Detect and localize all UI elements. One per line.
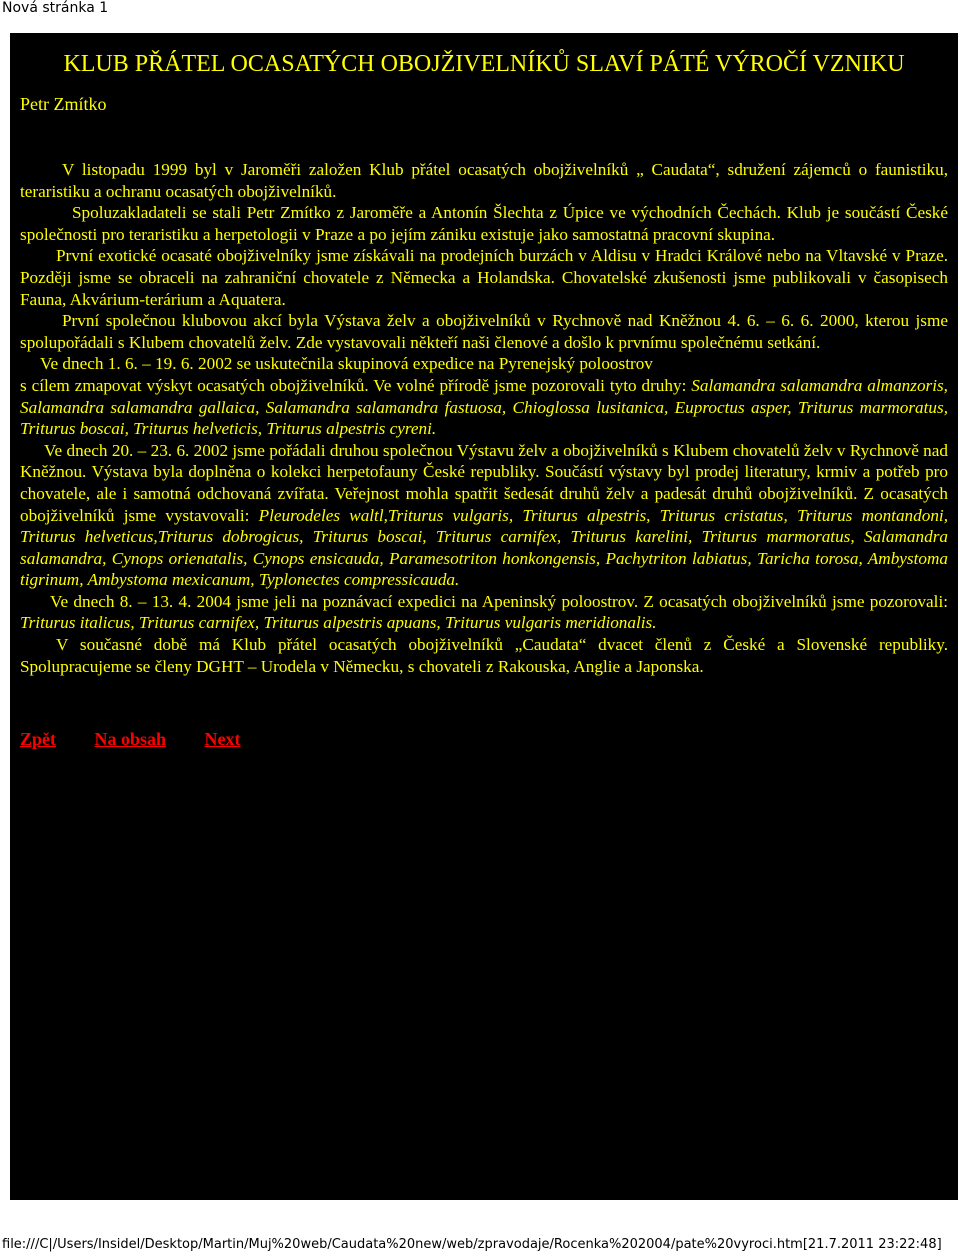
paragraph-expedition-text: s cílem zmapovat výskyt ocasatých obojživelníků. Ve volné přírodě jsme pozorovali tyto druhy:: [20, 375, 692, 395]
species-list-pyrenees: Salamandra salamandra almanzoris, Salamandra salamandra gallaica, Salamandra salamandra fastuosa, Chioglossa lusitanica, Euproctus asper, Triturus marmoratus, Triturus boscai, Triturus helveticis, Triturus alpestris cyreni.: [20, 375, 948, 439]
contents-link[interactable]: Na obsah: [94, 729, 167, 750]
paragraph-first-animals: První exotické ocasaté obojživelníky jsme získávali na prodejních burzách v Aldisu v Hradci Králové nebo na Vltavské v Praze. Později jsme se obraceli na zahraniční chovatele z Německa a Holandska. Chovatelské zkušenosti jsme publikovali v časopisech Fauna, Akvárium-terárium a Aquatera.: [20, 246, 948, 309]
paragraph-expedition-pyrenees: [20, 375, 948, 440]
paragraph-first-event: První společnou klubovou akcí byla Výstava želv a obojživelníků v Rychnově nad Kněžnou 4. 6. – 6. 6. 2000, kterou jsme spolupořádali s Klubem chovatelů želv. Zde vystavovali někteří naši členové a došlo k prvnímu společnému setkání.: [20, 311, 948, 352]
next-link[interactable]: Next: [204, 729, 241, 750]
species-list-apennine: Triturus italicus, Triturus carnifex, Triturus alpestris apuans, Triturus vulgaris meridionalis.: [20, 613, 657, 633]
paragraph-expedition-date: Ve dnech 1. 6. – 19. 6. 2002 se uskutečnila skupinová expedice na Pyrenejský poloostrov: [40, 354, 653, 374]
back-link[interactable]: Zpět: [20, 729, 56, 750]
article-author: Petr Zmítko: [20, 94, 107, 114]
article-body: [20, 159, 948, 677]
paragraph-second-exhibition: [20, 440, 948, 591]
paragraph-exhibition-text: Ve dnech 20. – 23. 6. 2002 jsme pořádali druhou společnou Výstavu želv a obojživelníků s Klubem chovatelů želv v Rychnově nad Kněžnou. Výstava byla doplněna o kolekci herpetofauny České republiky. Součástí výstavy byl prodej literatury, krmiv a potřeb pro chovatele, ale i samotná odchovaná zvířata. Veřejnost mohla spatřit šedesát druhů želv a padesát druhů obojživelníků. Z ocasatých obojživelníků jsme vystavovali:: [20, 440, 948, 525]
article-page: [10, 33, 958, 1200]
paragraph-founding: V listopadu 1999 byl v Jaroměři založen Klub přátel ocasatých obojživelníků „ Caudata“, sdružení zájemců o faunistiku, teraristiku a ochranu ocasatých obojživelníků.: [20, 160, 948, 201]
page-url: file:///C|/Users/Insidel/Desktop/Martin/Muj%20web/Caudata%20new/web/zpravodaje/Rocenka%202004/pate%20vyroci.htm[21.7.2011 23:22:48]: [2, 1237, 942, 1252]
species-list-exhibition: Pleurodeles waltl,Triturus vulgaris, Triturus alpestris, Triturus cristatus, Triturus montandoni, Triturus helveticus,Triturus dobrogicus, Triturus boscai, Triturus carnifex, Triturus karelini, Triturus marmoratus, Salamandra salamandra, Cynops orienatalis, Cynops ensicauda, Paramesotriton honkongensis, Pachytriton labiatus, Taricha torosa, Ambystoma tigrinum, Ambystoma mexicanum, Typlonectes compressicauda.: [20, 505, 948, 590]
article-title: KLUB PŘÁTEL OCASATÝCH OBOJŽIVELNÍKŮ SLAVÍ PÁTÉ VÝROČÍ VZNIKU: [63, 51, 905, 77]
paragraph-apennine-expedition: [20, 591, 948, 634]
page-navigation: [20, 729, 948, 750]
paragraph-apennine-text: Ve dnech 8. – 13. 4. 2004 jsme jeli na poznávací expedici na Apeninský poloostrov. Z ocasatých obojživelníků jsme pozorovali:: [50, 591, 948, 611]
paragraph-founders: Spoluzakladateli se stali Petr Zmítko z Jaroměře a Antonín Šlechta z Úpice ve východních Čechách. Klub je součástí České společnosti pro teraristiku a herpetologii v Praze a po jejím zániku existuje jako samostatná pracovní skupina.: [20, 203, 948, 244]
paragraph-current-state: V současné době má Klub přátel ocasatých obojživelníků „Caudata“ dvacet členů z České a Slovenské republiky. Spolupracujeme se členy DGHT – Urodela v Německu, s chovateli z Rakouska, Anglie a Japonska.: [20, 635, 948, 676]
browser-tab-title: Nová stránka 1: [2, 0, 109, 16]
